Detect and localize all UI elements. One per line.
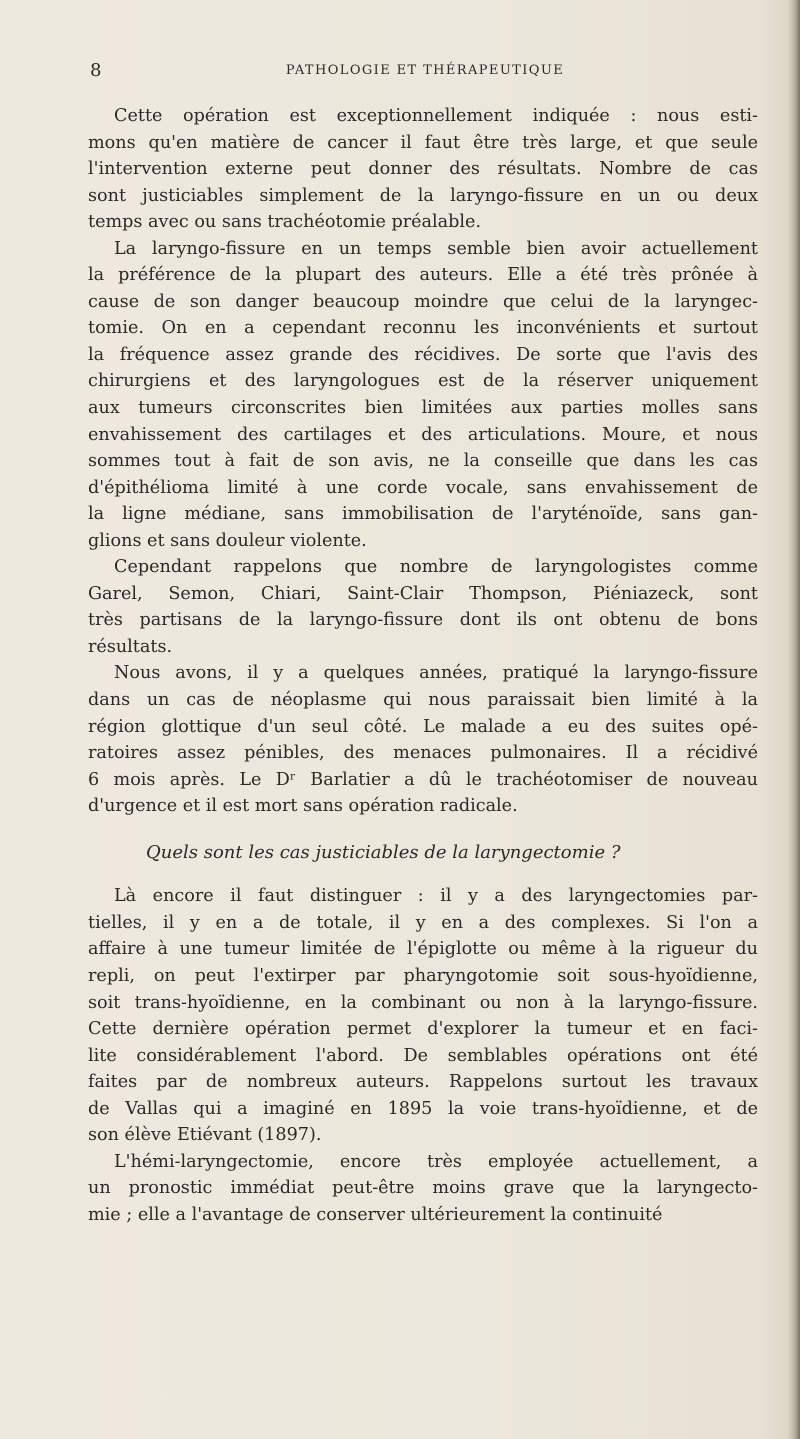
text-line: Cette dernière opération permet d'explorer la tumeur et en faci- [88,1019,758,1040]
text-line: dans un cas de néoplasme qui nous paraissait bien limité à la [88,690,758,711]
text-line: très partisans de la laryngo-fissure dont ils ont obtenu de bons [88,610,758,631]
text-line: la ligne médiane, sans immobilisation de l'aryténoïde, sans gan- [88,504,758,525]
body-text [88,103,758,1228]
paragraph [88,103,758,236]
text-line: un pronostic immédiat peut-être moins grave que la laryngecto- [88,1178,758,1199]
text-line: envahissement des cartilages et des articulations. Moure, et nous [88,424,758,445]
paragraph [88,883,758,1148]
text-line: sont justiciables simplement de la laryngo-fissure en un ou deux [88,185,758,206]
text-line: tielles, il y en a de totale, il y en a des complexes. Si l'on a [88,912,758,933]
text-line: Là encore il faut distinguer : il y a des laryngectomies par- [114,886,758,907]
paragraph [88,554,758,660]
paragraph [88,1149,758,1229]
text-line: soit trans-hyoïdienne, en la combinant ou non à la laryngo-fissure. [88,992,758,1013]
text-line: la fréquence assez grande des récidives. De sorte que l'avis des [88,344,758,365]
text-line: d'urgence et il est mort sans opération radicale. [88,796,518,817]
text-line: La laryngo-fissure en un temps semble bien avoir actuellement [114,238,758,259]
section-heading: Quels sont les cas justiciables de la laryngectomie ? [146,841,621,863]
text-line: chirurgiens et des laryngologues est de la réserver uniquement [88,371,758,392]
text-line: faites par de nombreux auteurs. Rappelons surtout les travaux [88,1072,758,1093]
text-line: l'intervention externe peut donner des résultats. Nombre de cas [88,159,758,180]
text-line: sommes tout à fait de son avis, ne la conseille que dans les cas [88,451,758,472]
text-line: son élève Etiévant (1897). [88,1125,322,1146]
text-line: mie ; elle a l'avantage de conserver ultérieurement la continuité [88,1204,663,1225]
page-header [90,60,760,84]
paragraph [88,236,758,555]
text-line: Garel, Semon, Chiari, Saint-Clair Thompson, Piéniazeck, sont [88,583,758,604]
text-line: tomie. On en a cependant reconnu les inconvénients et surtout [88,318,758,339]
running-head: PATHOLOGIE ET THÉRAPEUTIQUE [285,63,565,78]
text-line: repli, on peut l'extirper par pharyngotomie soit sous-hyoïdienne, [88,965,758,986]
text-line: mons qu'en matière de cancer il faut être très large, et que seule [88,132,758,153]
text-line: glions et sans douleur violente. [88,530,367,551]
text-line: 6 mois après. Le Dʳ Barlatier a dû le trachéotomiser de nouveau [88,769,758,790]
paragraph [88,660,758,819]
page-number: 8 [90,60,103,81]
text-line: L'hémi-laryngectomie, encore très employée actuellement, a [114,1151,758,1172]
text-line: temps avec ou sans trachéotomie préalable. [88,212,482,233]
text-line: d'épithélioma limité à une corde vocale, sans envahissement de [88,477,758,498]
text-line: la préférence de la plupart des auteurs. Elle a été très prônée à [88,265,758,286]
text-line: Cependant rappelons que nombre de laryngologistes comme [114,557,758,578]
text-line: région glottique d'un seul côté. Le malade a eu des suites opé- [88,716,758,737]
text-line: Cette opération est exceptionnellement indiquée : nous esti- [114,106,758,126]
text-line: aux tumeurs circonscrites bien limitées aux parties molles sans [88,398,758,419]
text-line: Nous avons, il y a quelques années, pratiqué la laryngo-fissure [114,663,758,684]
text-line: résultats. [88,636,173,657]
text-line: cause de son danger beaucoup moindre que celui de la laryngec- [88,291,758,312]
text-line: affaire à une tumeur limitée de l'épiglotte ou même à la rigueur du [88,939,758,960]
page-edge-shadow [788,0,800,1439]
text-line: lite considérablement l'abord. De semblables opérations ont été [88,1045,758,1066]
text-line: ratoires assez pénibles, des menaces pulmonaires. Il a récidivé [88,743,758,764]
text-line: de Vallas qui a imaginé en 1895 la voie trans-hyoïdienne, et de [88,1098,758,1119]
